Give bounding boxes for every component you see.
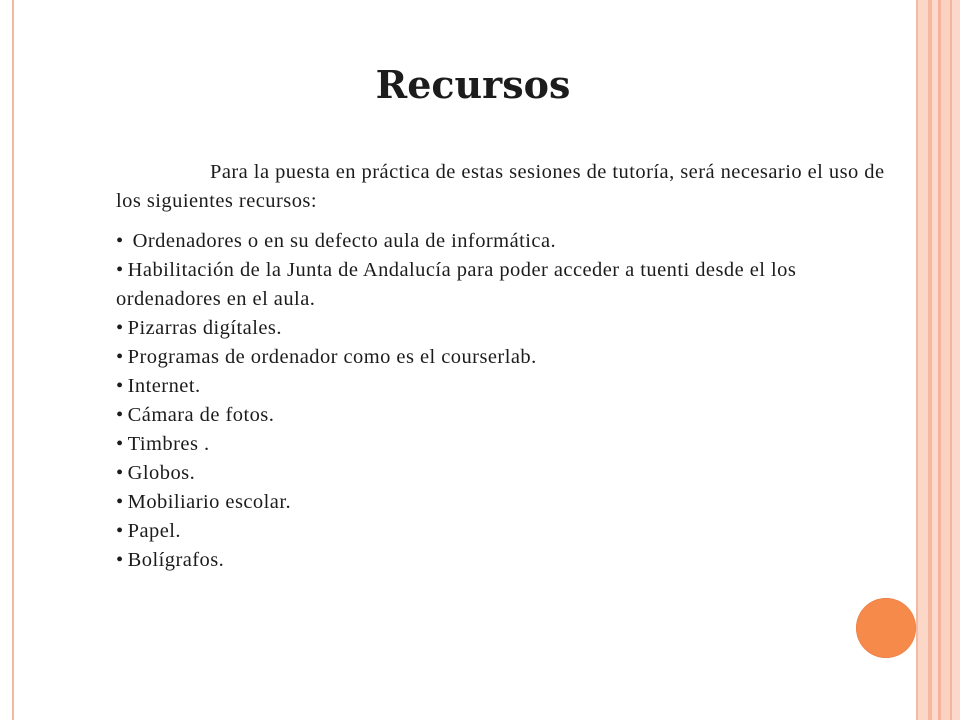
list-item-text: Bolígrafos. <box>127 549 225 571</box>
list-item <box>116 459 886 488</box>
list-item-text: Timbres . <box>127 433 210 455</box>
list-item <box>116 372 886 401</box>
resources-list <box>116 227 886 575</box>
list-item <box>116 546 886 575</box>
bullet-icon: • <box>116 433 124 455</box>
intro-paragraph: Para la puesta en práctica de estas sesiones de tutoría, será necesario el uso de los siguientes recursos: <box>116 161 885 212</box>
list-item <box>116 401 886 430</box>
bullet-icon: • <box>116 259 124 281</box>
decorative-stripe <box>952 0 960 720</box>
bullet-icon: • <box>116 404 124 426</box>
bullet-icon: • <box>116 520 124 542</box>
bullet-icon: • <box>116 549 124 571</box>
list-item-text: Programas de ordenador como es el courserlab. <box>127 346 537 368</box>
bullet-icon: • <box>116 462 124 484</box>
list-item <box>116 430 886 459</box>
list-item <box>116 343 886 372</box>
list-item-text: Mobiliario escolar. <box>127 491 292 513</box>
list-item <box>116 227 886 256</box>
list-item-text: Papel. <box>127 520 182 542</box>
slide-body <box>116 158 886 575</box>
list-item-text: Pizarras digítales. <box>127 317 282 339</box>
list-item-text: Globos. <box>127 462 196 484</box>
list-item <box>116 256 886 314</box>
list-item-text: Internet. <box>127 375 201 397</box>
bullet-icon: • <box>116 230 124 252</box>
decorative-stripe <box>941 0 950 720</box>
list-item <box>116 488 886 517</box>
bullet-icon: • <box>116 491 124 513</box>
slide-title: Recursos <box>375 62 571 107</box>
bullet-icon: • <box>116 346 124 368</box>
bullet-icon: • <box>116 317 124 339</box>
list-item-text: Cámara de fotos. <box>127 404 275 426</box>
list-item <box>116 314 886 343</box>
decorative-orange-circle <box>856 598 916 658</box>
list-item-text: Habilitación de la Junta de Andalucía para poder acceder a tuenti desde el los ordenadores en el aula. <box>116 259 797 310</box>
list-item-text: Ordenadores o en su defecto aula de informática. <box>132 230 557 252</box>
decorative-stripe <box>918 0 928 720</box>
bullet-icon: • <box>116 375 124 397</box>
list-item <box>116 517 886 546</box>
